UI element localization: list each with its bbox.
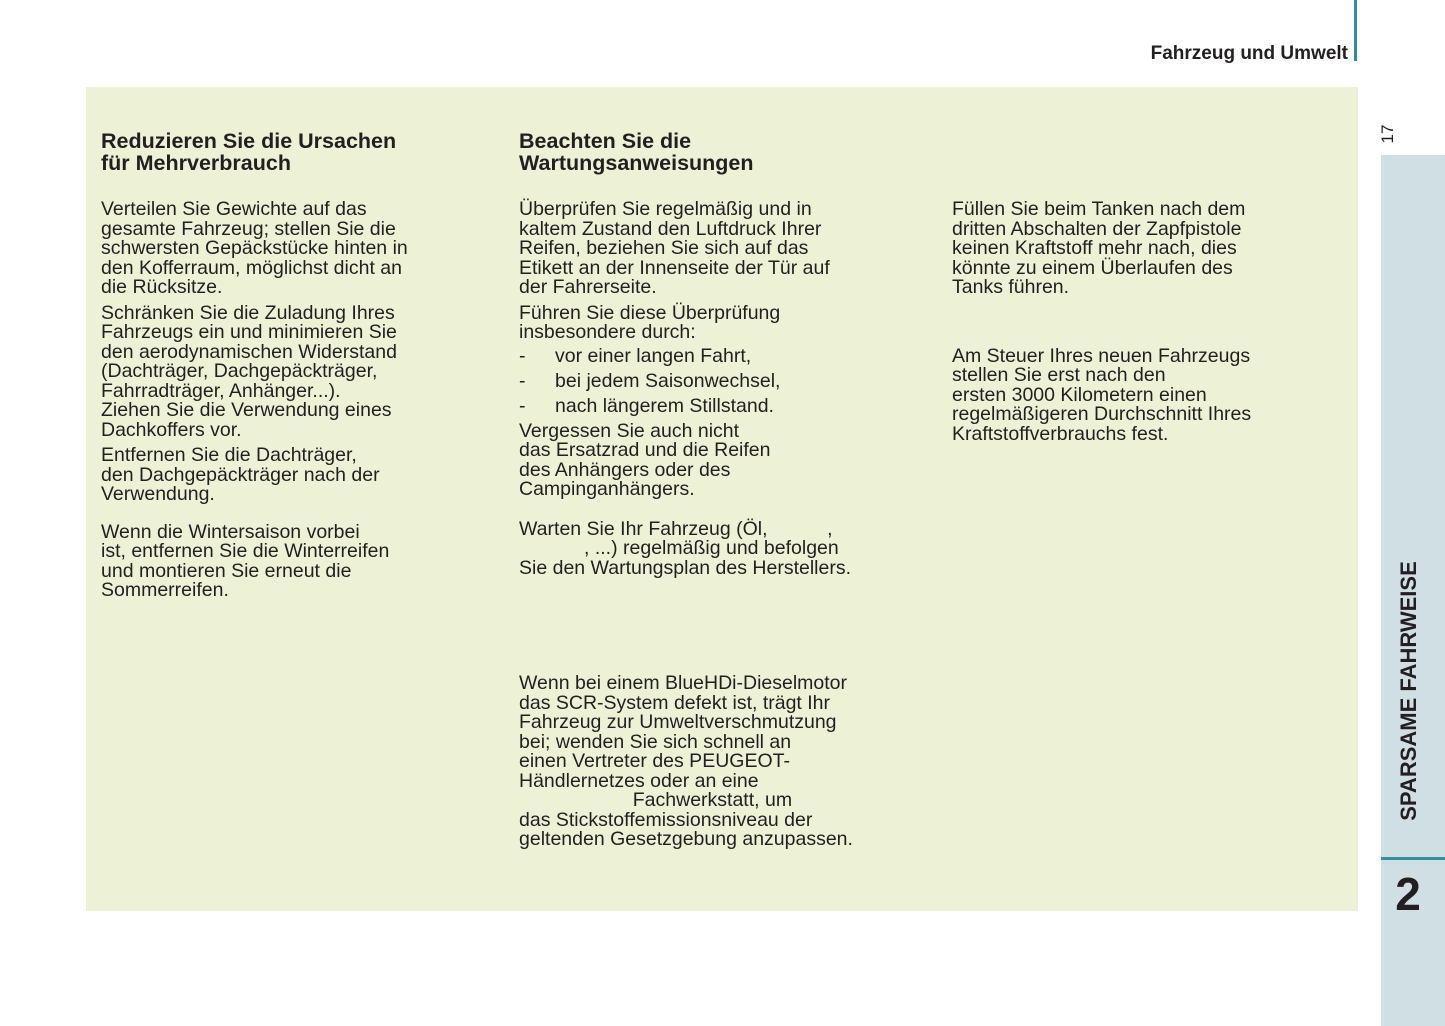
heading-line: für Mehrverbrauch — [101, 151, 291, 175]
text-line: und montieren Sie erneut die — [101, 559, 352, 582]
text-line: (Dachträger, Dachgepäckträger, — [101, 360, 378, 382]
text-line: geltenden Gesetzgebung anzupassen. — [519, 828, 853, 850]
text-line: Sie den Wartungsplan des Herstellers. — [519, 556, 852, 579]
chapter-label: SPARSAME FAHRWEISE — [1396, 561, 1421, 821]
paragraph-winter-tyres — [101, 520, 486, 601]
text-line: der Fahrerseite. — [519, 276, 657, 298]
text-line: Verwendung. — [101, 483, 215, 505]
page-number: 17 — [1378, 124, 1397, 144]
paragraph-running-in — [952, 344, 1337, 445]
text-line: , ...) regelmäßig und befolgen — [519, 537, 839, 559]
paragraph-limit-load — [101, 301, 486, 402]
bullet-dash: - — [519, 369, 526, 392]
column-maintenance — [519, 130, 929, 850]
text-line: regelmäßigeren Durchschnitt Ihres — [952, 403, 1252, 425]
text-line: Warten Sie Ihr Fahrzeug (Öl, , — [519, 517, 833, 540]
text-line: Dachkoffers vor. — [101, 418, 242, 441]
text-line: den Dachgepäckträger nach der — [101, 463, 380, 486]
paragraph-distribute-weight — [101, 200, 486, 298]
list-item — [519, 394, 929, 417]
text-line: einen Vertreter des PEUGEOT- — [519, 750, 790, 772]
heading-line: Reduzieren Sie die Ursachen — [101, 129, 397, 153]
paragraph-roof-box — [101, 401, 486, 440]
list-item — [519, 369, 929, 392]
text-line: Etikett an der Innenseite der Tür auf — [519, 256, 830, 279]
bullet-dash: - — [519, 394, 526, 417]
text-line: das Ersatzrad und die Reifen — [519, 439, 771, 461]
text-line: Am Steuer Ihres neuen Fahrzeugs — [952, 344, 1251, 367]
text-line: Wenn bei einem BlueHDi-Dieselmotor — [519, 672, 848, 694]
paragraph-refuelling — [952, 200, 1337, 298]
text-line: Vergessen Sie auch nicht — [519, 419, 740, 442]
text-line: des Anhängers oder des — [519, 458, 731, 481]
text-line: Sommerreifen. — [101, 579, 229, 601]
text-line: keinen Kraftstoff mehr nach, dies — [952, 237, 1237, 259]
list-item — [519, 344, 929, 367]
text-line: gesamte Fahrzeug; stellen Sie die — [101, 217, 396, 240]
text-line: Entfernen Sie die Dachträger, — [101, 444, 357, 466]
text-line: Füllen Sie beim Tanken nach dem — [952, 198, 1246, 220]
list-item-text: bei jedem Saisonwechsel, — [555, 369, 781, 392]
text-line: Tanks führen. — [952, 276, 1070, 298]
paragraph-remove-roof-rack — [101, 446, 486, 505]
text-line: die Rücksitze. — [101, 276, 223, 298]
section-heading-maintenance — [519, 130, 929, 174]
text-line: stellen Sie erst nach den — [952, 364, 1166, 386]
text-line: könnte zu einem Überlaufen des — [952, 256, 1233, 279]
text-line: Campinganhängers. — [519, 478, 695, 500]
paragraph-spare-wheel — [519, 419, 929, 500]
text-line: ersten 3000 Kilometern einen — [952, 383, 1207, 406]
list-item-text: nach längerem Stillstand. — [555, 394, 774, 417]
column-reduce-consumption — [101, 130, 486, 601]
heading-line: Wartungsanweisungen — [519, 151, 754, 175]
chapter-divider — [1381, 857, 1445, 860]
text-line: Fahrzeug zur Umweltverschmutzung — [519, 711, 837, 733]
text-line: ist, entfernen Sie die Winterreifen — [101, 540, 390, 562]
text-line: kaltem Zustand den Luftdruck Ihrer — [519, 217, 822, 240]
paragraph-tyre-pressure — [519, 200, 929, 298]
chapter-number: 2 — [1395, 868, 1421, 920]
text-line: den aerodynamischen Widerstand — [101, 340, 397, 363]
text-line: Wenn die Wintersaison vorbei — [101, 520, 360, 543]
text-line: Überprüfen Sie regelmäßig und in — [519, 198, 812, 220]
text-line: Kraftstoffverbrauchs fest. — [952, 422, 1169, 445]
running-header-title: Fahrzeug und Umwelt — [1150, 43, 1348, 64]
paragraph-service-vehicle — [519, 517, 929, 579]
column-fuel-tips — [952, 130, 1337, 444]
text-line: Verteilen Sie Gewichte auf das — [101, 198, 367, 220]
text-line: Fahrradträger, Anhänger...). — [101, 379, 341, 402]
text-line: Fachwerkstatt, um — [519, 789, 793, 811]
text-line: den Kofferraum, möglichst dicht an — [101, 256, 402, 279]
text-line: dritten Abschalten der Zapfpistole — [952, 217, 1242, 240]
header-divider — [1354, 0, 1357, 61]
text-line: Reifen, beziehen Sie sich auf das — [519, 237, 809, 259]
section-heading-reduce-causes — [101, 130, 486, 174]
text-line: Schränken Sie die Zuladung Ihres — [101, 301, 395, 324]
text-line: bei; wenden Sie sich schnell an — [519, 730, 792, 753]
text-line: insbesondere durch: — [519, 321, 696, 343]
text-line: Fahrzeugs ein und minimieren Sie — [101, 321, 397, 343]
paragraph-scr-system — [519, 674, 929, 850]
text-line: Ziehen Sie die Verwendung eines — [101, 399, 392, 421]
text-line: das Stickstoffemissionsniveau der — [519, 808, 813, 831]
paragraph-check-when — [519, 301, 929, 343]
text-line: Führen Sie diese Überprüfung — [519, 301, 781, 324]
bullet-dash: - — [519, 344, 526, 367]
list-item-text: vor einer langen Fahrt, — [555, 344, 752, 367]
bullet-list — [519, 344, 929, 417]
text-line: das SCR-System defekt ist, trägt Ihr — [519, 691, 831, 714]
text-line: schwersten Gepäckstücke hinten in — [101, 237, 408, 259]
heading-line: Beachten Sie die — [519, 129, 692, 153]
text-line: Händlernetzes oder an eine — [519, 769, 759, 792]
